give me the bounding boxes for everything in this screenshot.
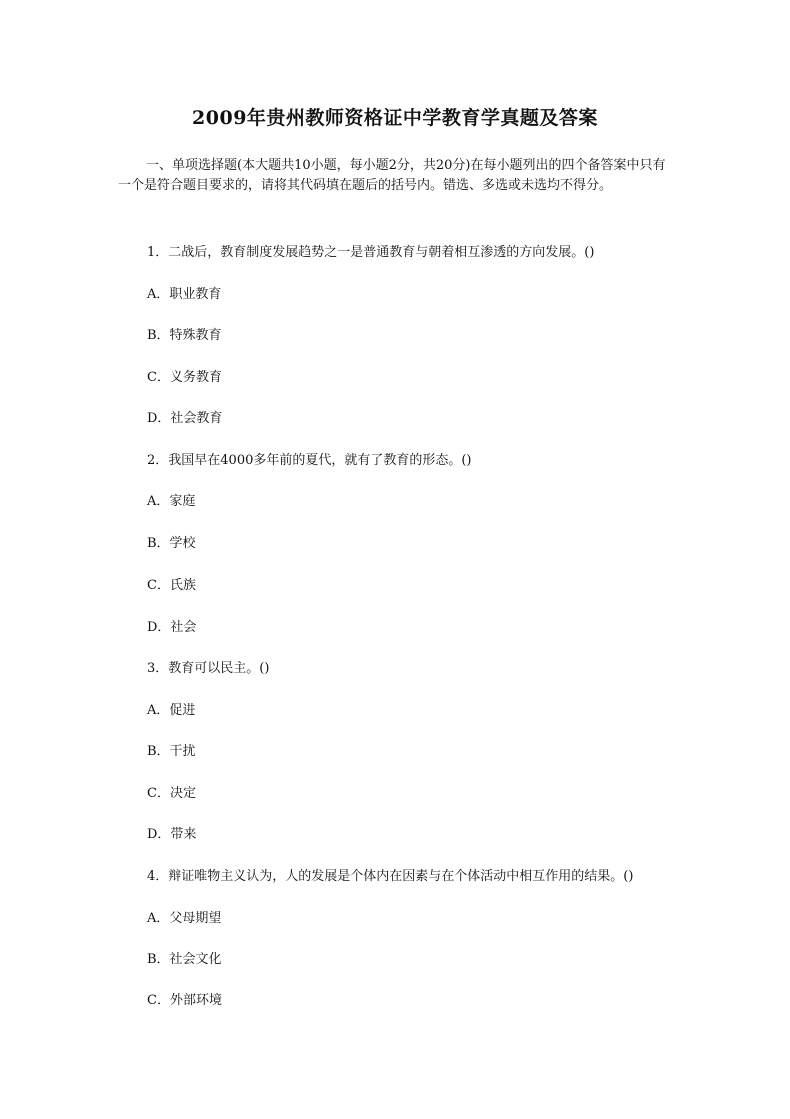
question-2-option-d: D．社会 [147, 620, 197, 635]
question-3-option-b: B．干扰 [147, 744, 196, 759]
question-1-option-d: D．社会教育 [147, 411, 223, 426]
question-2-option-c: C．氏族 [147, 578, 196, 593]
question-1-option-b: B．特殊教育 [147, 328, 222, 343]
question-1: 1．二战后，教育制度发展趋势之一是普通教育与朝着相互渗透的方向发展。() [147, 245, 595, 260]
question-4-option-a: A．父母期望 [147, 911, 222, 926]
section-intro: 一、单项选择题(本大题共10小题，每小题2分，共20分)在每小题列出的四个备答案中只有一个是符合题目要求的，请将其代码填在题后的括号内。错选、多选或未选均不得分。 [118, 158, 666, 193]
question-3-option-c: C．决定 [147, 786, 196, 801]
question-3-option-a: A．促进 [147, 703, 196, 718]
question-3-option-d: D．带来 [147, 827, 197, 842]
question-3: 3．教育可以民主。() [147, 661, 270, 676]
question-2-option-b: B．学校 [147, 536, 196, 551]
question-2: 2．我国早在4000多年前的夏代，就有了教育的形态。() [147, 453, 472, 468]
document-title: 2009年贵州教师资格证中学教育学真题及答案 [192, 107, 598, 129]
question-1-option-c: C．义务教育 [147, 370, 222, 385]
question-2-option-a: A．家庭 [147, 494, 196, 509]
question-4: 4．辩证唯物主义认为，人的发展是个体内在因素与在个体活动中相互作用的结果。() [147, 869, 634, 884]
question-4-option-c: C．外部环境 [147, 993, 222, 1008]
question-4-option-b: B．社会文化 [147, 952, 222, 967]
question-1-option-a: A．职业教育 [147, 287, 222, 302]
